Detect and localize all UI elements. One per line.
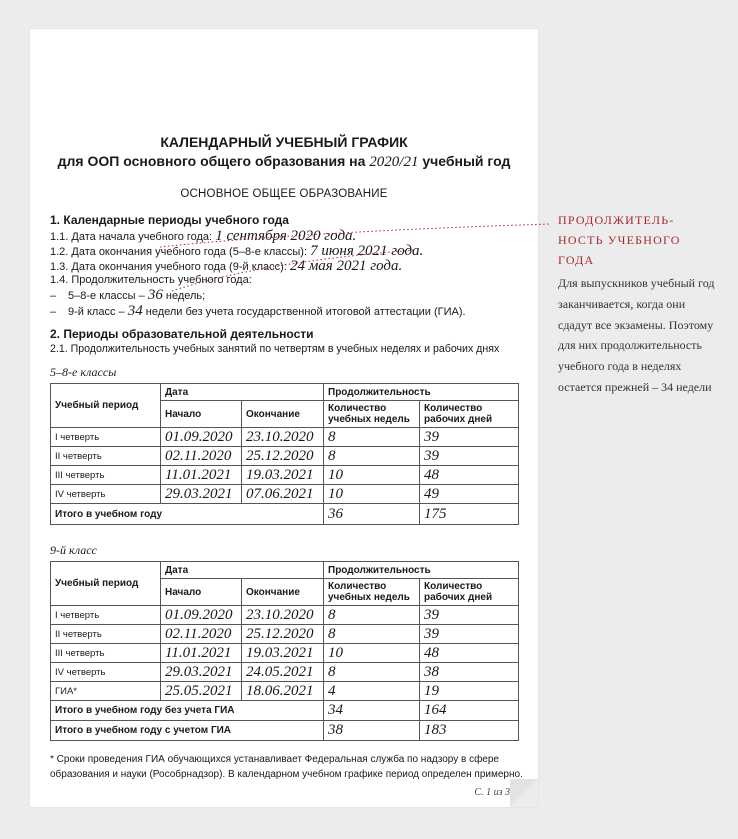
cell-end: 07.06.2021: [242, 485, 324, 504]
header-duration: Продолжительность: [324, 384, 519, 401]
cell-end: 19.03.2021: [242, 466, 324, 485]
cell-start: 02.11.2020: [161, 447, 242, 466]
cell-end: 23.10.2020: [242, 606, 324, 625]
cell-period: III четверть: [51, 644, 161, 663]
header-start: Начало: [161, 579, 242, 606]
cell-start: 29.03.2021: [161, 663, 242, 682]
cell-days: 38: [420, 663, 519, 682]
item-value: 7 июня 2021 года.: [310, 243, 424, 259]
item-label: 5–8-е классы –: [68, 290, 145, 302]
header-date: Дата: [161, 562, 324, 579]
cell-weeks: 8: [324, 663, 420, 682]
cell-period: I четверть: [51, 606, 161, 625]
cell-total-label: Итого в учебном году с учетом ГИА: [51, 721, 324, 741]
cell-period: II четверть: [51, 447, 161, 466]
header-weeks: Количество учебных недель: [324, 579, 420, 606]
cell-period: ГИА*: [51, 682, 161, 701]
title-suffix: учебный год: [422, 153, 511, 169]
item-label: 1.2. Дата окончания учебного года (5–8-е классы):: [50, 246, 307, 258]
cell-days: 39: [420, 447, 519, 466]
cell-weeks: 10: [324, 466, 420, 485]
footnote: * Сроки проведения ГИА обучающихся устанавливает Федеральная служба по надзору в сфере образования и науки (Рособрнадзор). В календарном учебном графике период определен примерно.: [50, 754, 523, 780]
list-dash: –: [50, 290, 57, 302]
cell-days: 48: [420, 644, 519, 663]
cell-period: III четверть: [51, 466, 161, 485]
margin-note-title: ПРОДОЛЖИТЕЛЬ-НОСТЬ УЧЕБНОГО ГОДА: [558, 213, 681, 267]
margin-note-body: Для выпускников учебный год заканчивается, когда они сдадут все экзамены. Поэтому для них продолжительность учебного года в неделях остается прежней – 34 недели: [558, 276, 715, 394]
cell-end: 25.12.2020: [242, 625, 324, 644]
header-end: Окончание: [242, 579, 324, 606]
header-days: Количество рабочих дней: [420, 401, 519, 428]
item-value: 1 сентября 2020 года.: [215, 228, 357, 244]
page-number: С. 1 из 3: [474, 787, 510, 798]
cell-weeks: 8: [324, 606, 420, 625]
cell-weeks: 10: [324, 485, 420, 504]
cell-days: 48: [420, 466, 519, 485]
header-date: Дата: [161, 384, 324, 401]
cell-period: I четверть: [51, 428, 161, 447]
document-title: КАЛЕНДАРНЫЙ УЧЕБНЫЙ ГРАФИК: [160, 134, 408, 150]
cell-days: 19: [420, 682, 519, 701]
cell-days: 39: [420, 606, 519, 625]
item-label: 1.3. Дата окончания учебного года (9-й класс):: [50, 261, 287, 273]
header-period: Учебный период: [51, 562, 161, 606]
cell-period: IV четверть: [51, 485, 161, 504]
connector-line-1: [160, 224, 550, 247]
header-days: Количество рабочих дней: [420, 579, 519, 606]
cell-end: 23.10.2020: [242, 428, 324, 447]
item-value: 24 мая 2021 года.: [289, 258, 403, 274]
cell-days: 49: [420, 485, 519, 504]
cell-start: 01.09.2020: [161, 606, 242, 625]
header-weeks: Количество учебных недель: [324, 401, 420, 428]
cell-days: 39: [420, 625, 519, 644]
cell-period: IV четверть: [51, 663, 161, 682]
cell-start: 11.01.2021: [161, 466, 242, 485]
table2-caption: 9-й класс: [50, 543, 97, 557]
cell-start: 29.03.2021: [161, 485, 242, 504]
header-period: Учебный период: [51, 384, 161, 428]
document-subtitle: ОСНОВНОЕ ОБЩЕЕ ОБРАЗОВАНИЕ: [180, 188, 388, 200]
connector-line-2: [172, 250, 415, 291]
item-label: 1.1. Дата начала учебного года:: [50, 231, 213, 243]
item-value: 34: [127, 303, 143, 319]
cell-days: 39: [420, 428, 519, 447]
cell-start: 02.11.2020: [161, 625, 242, 644]
title-prefix: для ООП основного общего образования на: [57, 153, 366, 169]
cell-start: 25.05.2021: [161, 682, 242, 701]
cell-total-weeks: 36: [324, 504, 420, 525]
cell-end: 19.03.2021: [242, 644, 324, 663]
section1-item4: 1.4. Продолжительность учебного года:: [50, 274, 252, 286]
cell-weeks: 10: [324, 644, 420, 663]
cell-total-days: 183: [420, 721, 519, 741]
section2-item1: 2.1. Продолжительность учебных занятий по четвертям в учебных неделях и рабочих днях: [50, 343, 500, 355]
margin-note: [558, 210, 718, 398]
cell-total-label: Итого в учебном году без учета ГИА: [51, 701, 324, 721]
cell-total-weeks: 34: [324, 701, 420, 721]
item-suffix: недель;: [165, 290, 206, 302]
cell-period: II четверть: [51, 625, 161, 644]
cell-start: 11.01.2021: [161, 644, 242, 663]
cell-total-days: 164: [420, 701, 519, 721]
cell-weeks: 8: [324, 625, 420, 644]
item-label: 9-й класс –: [68, 306, 125, 318]
section2-heading: 2. Периоды образовательной деятельности: [50, 327, 314, 341]
table1-caption: 5–8-е классы: [50, 365, 117, 379]
cell-start: 01.09.2020: [161, 428, 242, 447]
item-suffix: недели без учета государственной итоговой аттестации (ГИА).: [145, 306, 466, 318]
section1-heading: 1. Календарные периоды учебного года: [50, 213, 289, 227]
title-year: 2020/21: [369, 154, 419, 170]
cell-total-weeks: 38: [324, 721, 420, 741]
item-value: 36: [147, 287, 163, 303]
cell-weeks: 8: [324, 447, 420, 466]
header-start: Начало: [161, 401, 242, 428]
cell-weeks: 8: [324, 428, 420, 447]
cell-end: 18.06.2021: [242, 682, 324, 701]
cell-total-days: 175: [420, 504, 519, 525]
cell-end: 24.05.2021: [242, 663, 324, 682]
list-dash: –: [50, 306, 57, 318]
header-duration: Продолжительность: [324, 562, 519, 579]
cell-total-label: Итого в учебном году: [51, 504, 324, 525]
cell-weeks: 4: [324, 682, 420, 701]
header-end: Окончание: [242, 401, 324, 428]
cell-end: 25.12.2020: [242, 447, 324, 466]
